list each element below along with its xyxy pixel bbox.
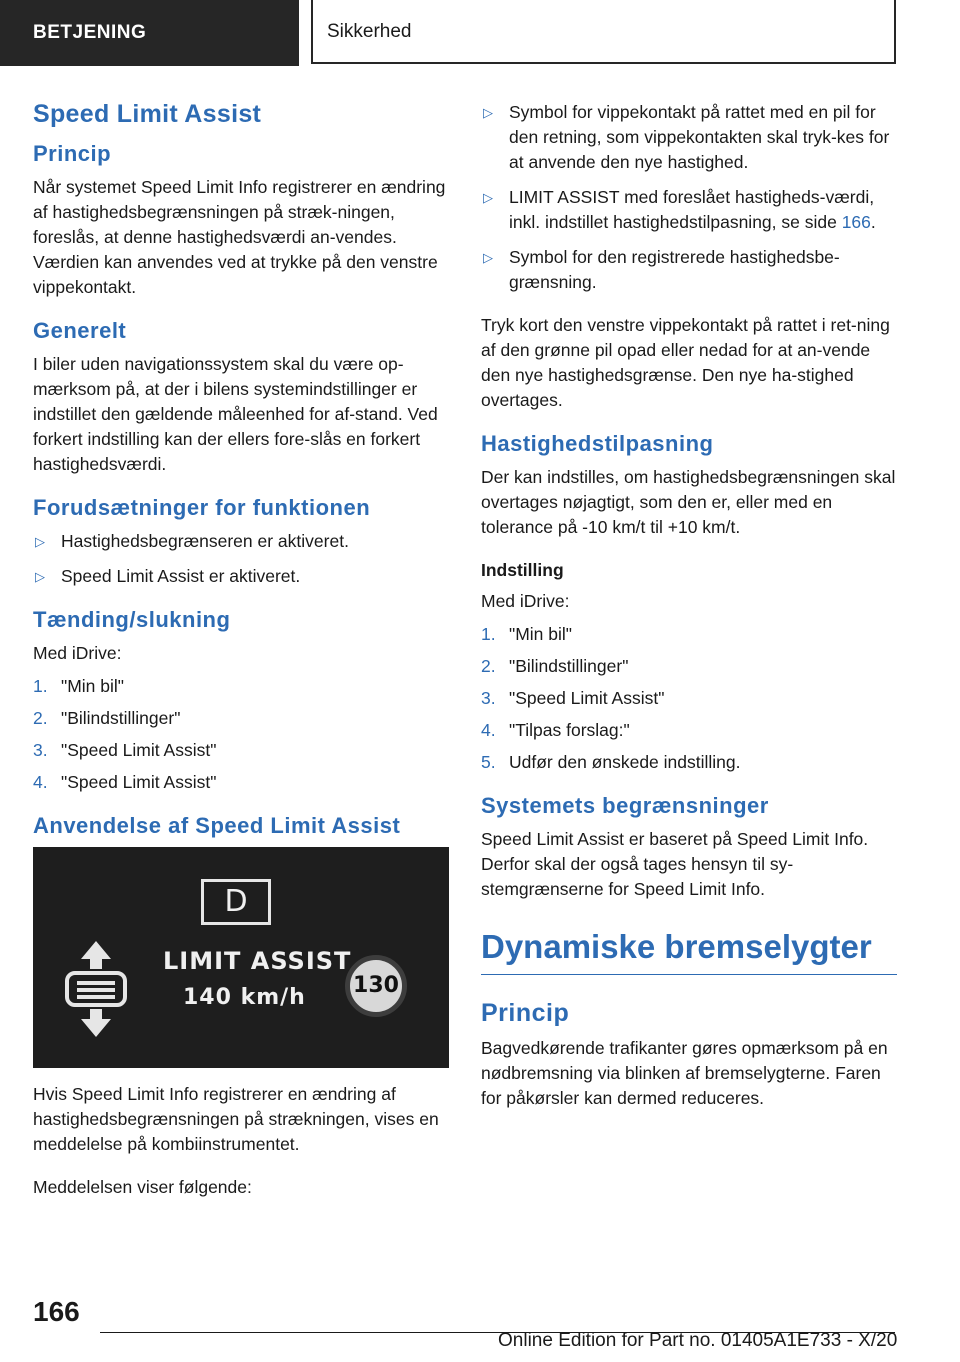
rocker-switch-icon	[63, 939, 129, 1039]
list-item: 3. "Speed Limit Assist"	[481, 688, 665, 708]
generelt-text: I biler uden navigationssystem skal du være op-mærksom på, at der i bilens systemindstillinger er indstillet den gældende måleenhed for af-stand. Ved forkert indstilling kan der ellers fore-slås en forkert hastighedsværdi.	[33, 354, 438, 474]
indstilling-steps	[481, 622, 897, 775]
hastighedstilpasning-text: Der kan indstilles, om hastighedsbegrænsningen skal overtages nøjagtigt, som den er, eller med en tolerance på -10 km/t til +10 km/t.	[481, 467, 896, 537]
dynamiske-text: Bagvedkørende trafikanter gøres opmærksom på en nødbremsning via blinken af bremselygterne. Faren for påkørsler kan dermed reduceres.	[481, 1038, 888, 1108]
systemets-text: Speed Limit Assist er baseret på Speed Limit Info. Derfor skal der også tages hensyn til sy-stemgrænserne for Speed Limit Info.	[481, 829, 869, 899]
anvendelse-heading: Anvendelse af Speed Limit Assist	[33, 813, 401, 838]
princip-text: Når systemet Speed Limit Info registrerer en ændring af hastighedsbegrænsningen på stræk-ningen, foreslås, at denne hastighedsværdi an-vendes. Værdien kan anvendes ved at trykke på den venstre vippekontakt.	[33, 177, 446, 297]
display-legend-list	[481, 100, 897, 295]
limit-assist-label: LIMIT ASSIST	[163, 947, 352, 975]
anvendelse-text-2: Meddelelsen viser følgende:	[33, 1177, 252, 1197]
list-item: 1. "Min bil"	[33, 676, 124, 696]
edition-text: Online Edition for Part no. 01405A1E733 - X/20	[498, 1330, 898, 1351]
instrument-display-image	[33, 847, 449, 1068]
list-item: ▷ LIMIT ASSIST med foreslået hastigheds-værdi, inkl. indstillet hastighedstilpasning, se side 166.	[483, 187, 876, 232]
right-column	[481, 100, 897, 1129]
list-item: ▷ Symbol for den registrerede hastighedsbe-grænsning.	[483, 247, 840, 292]
triangle-bullet-icon: ▷	[483, 105, 493, 120]
forudsaetninger-heading: Forudsætninger for funktionen	[33, 495, 371, 520]
list-item: ▷ Symbol for vippekontakt på rattet med en pil for den retning, som vippekontakten skal tryk-kes for at anvende den nye hastighed.	[483, 102, 890, 172]
chapter-title: Dynamiske bremselygter	[481, 928, 897, 975]
triangle-bullet-icon: ▷	[483, 250, 493, 265]
list-item: 4. "Speed Limit Assist"	[33, 772, 217, 792]
indstilling-heading: Indstilling	[481, 560, 564, 580]
list-item: 2. "Bilindstillinger"	[481, 656, 629, 676]
page-header	[0, 0, 960, 66]
indstilling-intro: Med iDrive:	[481, 591, 570, 611]
triangle-bullet-icon: ▷	[35, 534, 45, 549]
list-item: ▷ Hastighedsbegrænseren er aktiveret.	[33, 529, 449, 554]
anvendelse-text: Hvis Speed Limit Info registrerer en ændring af hastighedsbegrænsningen på strækningen, vises en meddelelse på kombiinstrumentet.	[33, 1084, 439, 1154]
list-item: 1. "Min bil"	[481, 624, 572, 644]
section-tab: BETJENING	[0, 0, 299, 66]
list-item: ▷ Speed Limit Assist er aktiveret.	[33, 564, 449, 589]
left-column	[33, 100, 449, 1218]
list-item: 5. Udfør den ønskede indstilling.	[481, 752, 741, 772]
suggested-speed: 140 km/h	[183, 985, 306, 1010]
list-item: 4. "Tilpas forslag:"	[481, 720, 630, 740]
hastighedstilpasning-heading: Hastighedstilpasning	[481, 431, 714, 456]
taending-intro: Med iDrive:	[33, 643, 122, 663]
page-number: 166	[33, 1296, 80, 1327]
speed-limit-sign-icon: 130	[345, 955, 407, 1017]
page-link[interactable]: 166	[841, 212, 871, 232]
subsection-tab: Sikkerhed	[311, 0, 896, 64]
list-item: 2. "Bilindstillinger"	[33, 708, 181, 728]
systemets-heading: Systemets begrænsninger	[481, 793, 769, 818]
triangle-bullet-icon: ▷	[35, 569, 45, 584]
dynamiske-princip-heading: Princip	[481, 999, 570, 1027]
taending-steps	[33, 674, 449, 795]
list-item: 3. "Speed Limit Assist"	[33, 740, 217, 760]
gear-indicator: D	[201, 879, 271, 925]
generelt-heading: Generelt	[33, 318, 127, 343]
triangle-bullet-icon: ▷	[483, 190, 493, 205]
tryk-text: Tryk kort den venstre vippekontakt på rattet i ret-ning af den grønne pil opad eller nedad for at an-vende den nye hastighedsgrænse. Den nye ha-stighed overtages.	[481, 315, 890, 410]
princip-heading: Princip	[33, 141, 112, 166]
section-title: Speed Limit Assist	[33, 100, 262, 128]
taending-heading: Tænding/slukning	[33, 607, 231, 632]
forudsaetninger-list	[33, 529, 449, 589]
